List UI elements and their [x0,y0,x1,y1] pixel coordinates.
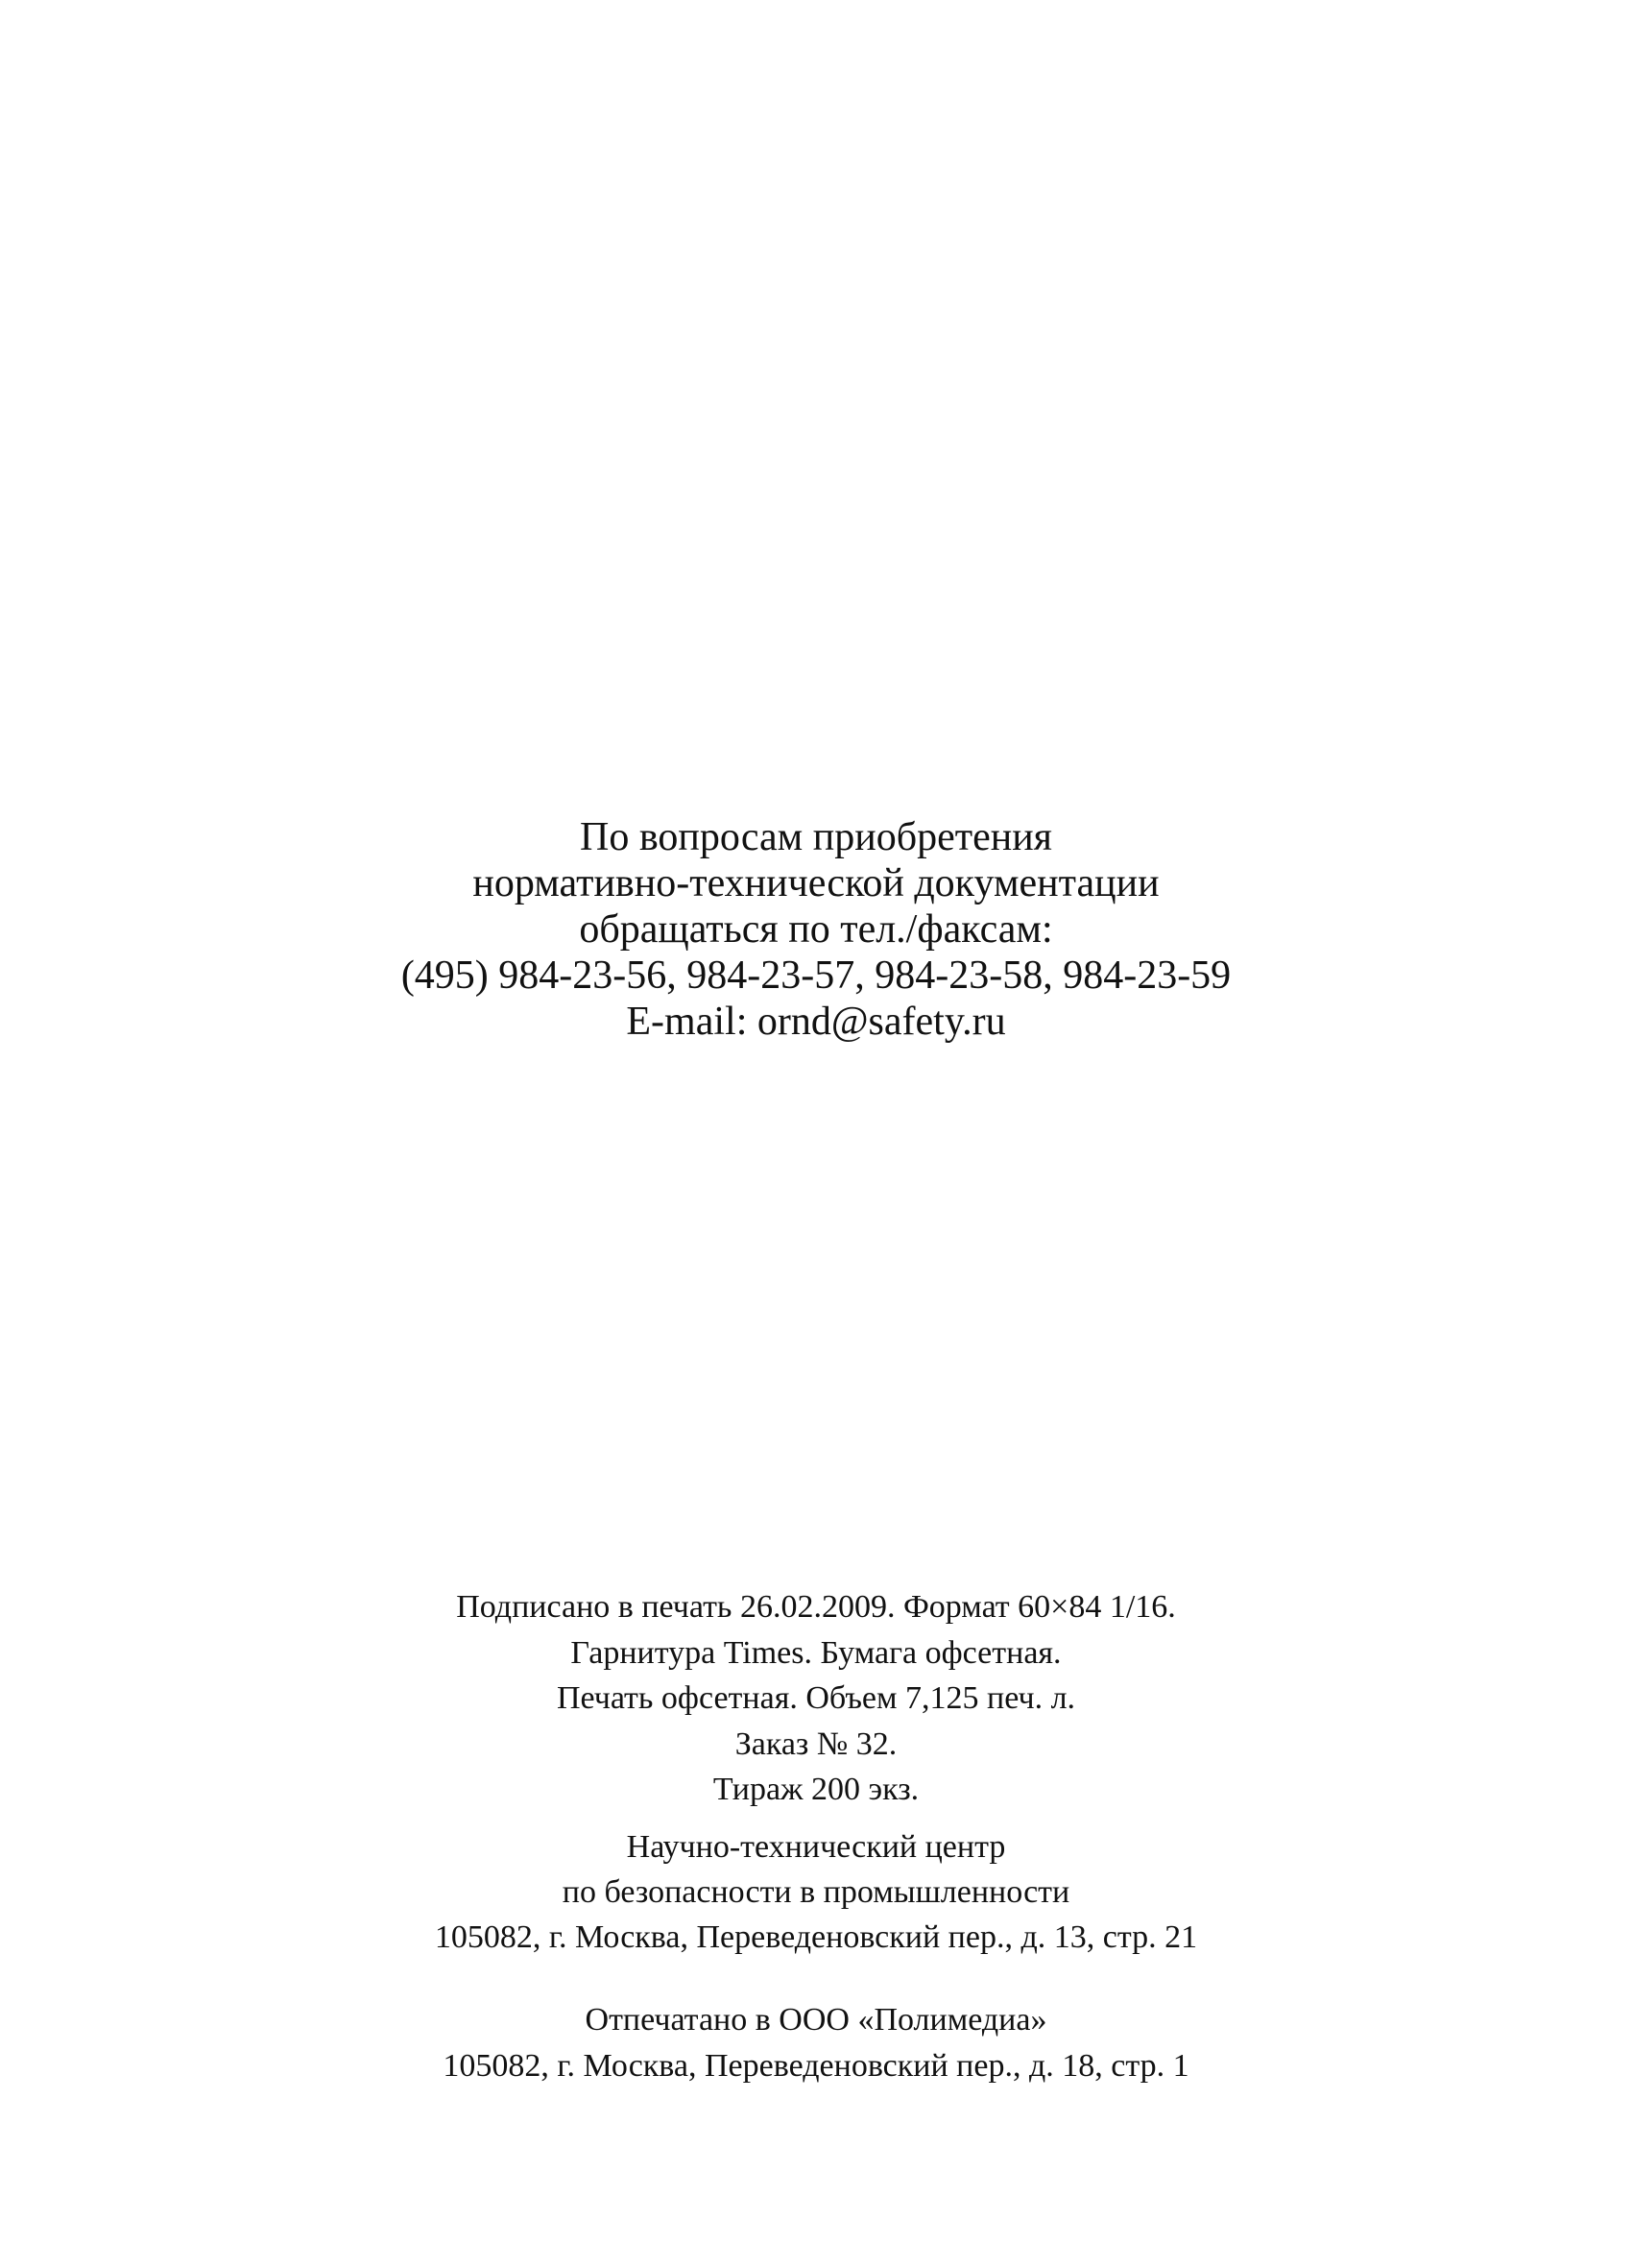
imprint-print-run: Тираж 200 экз. [712,1772,920,1807]
publisher-name-line-1: Научно-технический центр [626,1829,1006,1865]
publisher-address: 105082, г. Москва, Переведеновский пер., д. 13, стр. 21 [434,1919,1198,1955]
publisher-name-line-2: по безопасности в промышленности [562,1874,1070,1910]
contact-heading-line-2: нормативно-технической документации [472,861,1160,905]
printer-block [0,1997,1632,2089]
printer-address: 105082, г. Москва, Переведеновский пер., д. 18, стр. 1 [443,2048,1189,2084]
contact-heading-line-3: обращаться по тел./факсам: [579,907,1053,952]
contact-heading-line-1: По вопросам приобретения [579,815,1052,859]
printer-name: Отпечатано в ООО «Полимедиа» [585,2002,1047,2038]
imprint-order-number: Заказ № 32. [734,1725,898,1762]
imprint-details-block [0,1584,1632,1813]
contact-info-block [0,814,1632,1045]
imprint-typeface-paper: Гарнитура Times. Бумага офсетная. [570,1634,1062,1671]
contact-phone-numbers: (495) 984-23-56, 984-23-57, 984-23-58, 984-23-59 [400,953,1232,998]
contact-email: E-mail: ornd@safety.ru [626,1000,1006,1044]
imprint-printing-volume: Печать офсетная. Объем 7,125 печ. л. [556,1680,1076,1716]
publisher-block [0,1824,1632,1960]
imprint-signed-format: Подписано в печать 26.02.2009. Формат 60×84 1/16. [456,1589,1176,1625]
